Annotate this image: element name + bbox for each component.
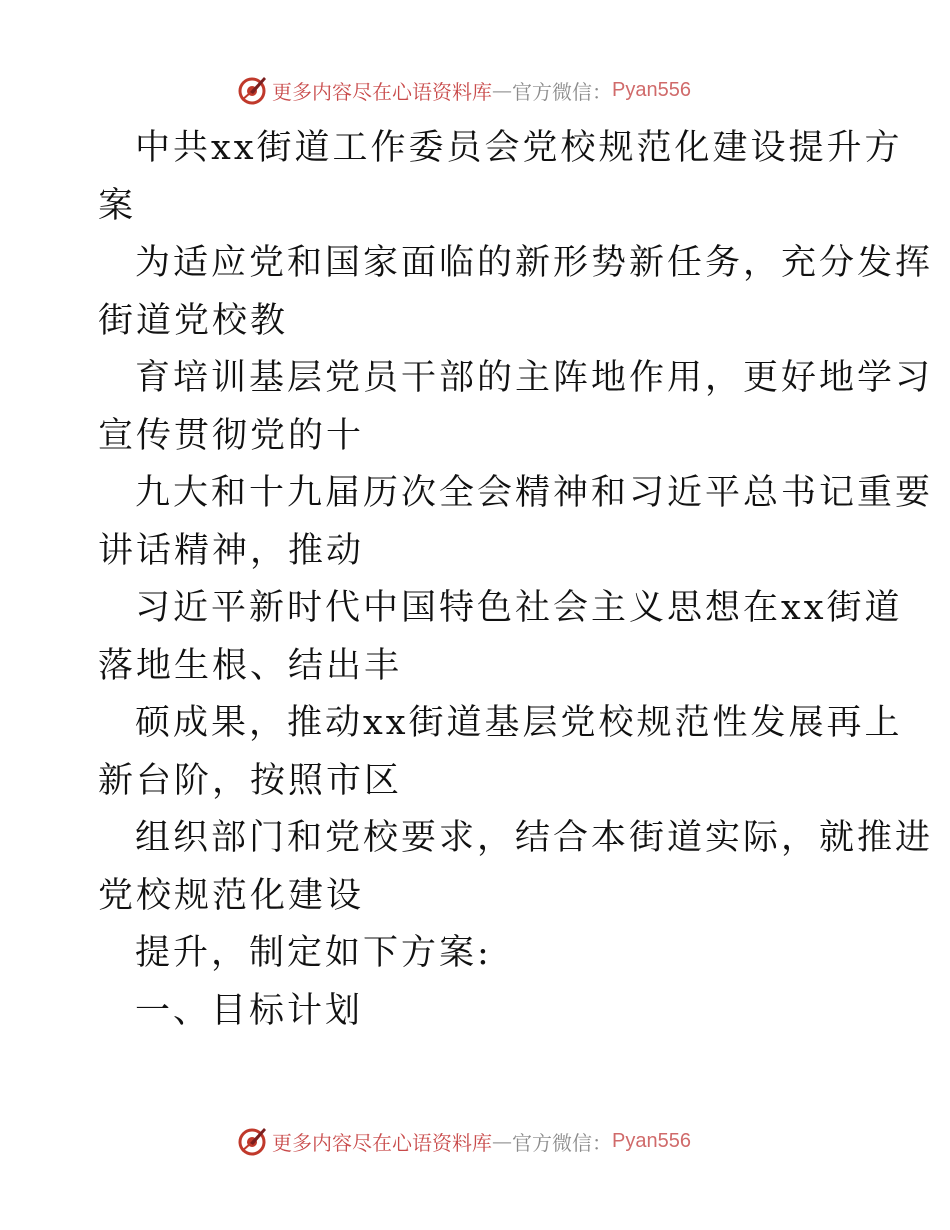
paragraph-8-line-1: 提升，制定如下方案: [135,933,492,973]
watermark-sub-text: 官方微信： [512,79,612,104]
paragraph-5-line-2: 落地生根、结出丰 [98,645,403,686]
header-watermark [236,73,691,107]
paragraph-5-line-1: 习近平新时代中国特色社会主义思想在xx街道 [135,588,903,628]
document-body [98,120,934,1040]
paragraph-4-line-1: 九大和十九届历次全会精神和习近平总书记重要 [135,473,934,513]
paragraph-1-line-1: 中共xx街道工作委员会党校规范化建设提升方 [135,128,903,168]
paragraph-6-line-1: 硕成果，推动xx街道基层党校规范性发展再上 [135,703,903,743]
paragraph-2-line-1: 为适应党和国家面临的新形势新任务，充分发挥 [135,243,934,283]
watermark-dash: — [492,1129,512,1153]
paragraph-7-line-2: 党校规范化建设 [98,875,365,916]
section-heading: 一、目标计划 [135,990,364,1031]
paragraph-6-line-2: 新台阶，按照市区 [98,760,403,801]
paragraph-2-line-2: 街道党校教 [98,300,289,341]
watermark-sub-text: 官方微信： [512,1130,612,1155]
paragraph-3-line-2: 宣传贯彻党的十 [98,415,365,456]
watermark-main-text: 更多内容尽在心语资料库 [272,79,492,104]
watermark-wechat-id: Pyan556 [612,1129,691,1152]
footer-watermark [236,1124,691,1158]
quill-logo-icon [236,1125,268,1157]
quill-logo-icon [236,74,268,106]
watermark-dash: — [492,78,512,102]
paragraph-1-line-2: 案 [98,185,137,226]
paragraph-3-line-1: 育培训基层党员干部的主阵地作用，更好地学习 [135,358,934,398]
watermark-main-text: 更多内容尽在心语资料库 [272,1130,492,1155]
paragraph-4-line-2: 讲话精神，推动 [98,530,365,571]
watermark-wechat-id: Pyan556 [612,78,691,101]
paragraph-7-line-1: 组织部门和党校要求，结合本街道实际，就推进 [135,818,934,858]
